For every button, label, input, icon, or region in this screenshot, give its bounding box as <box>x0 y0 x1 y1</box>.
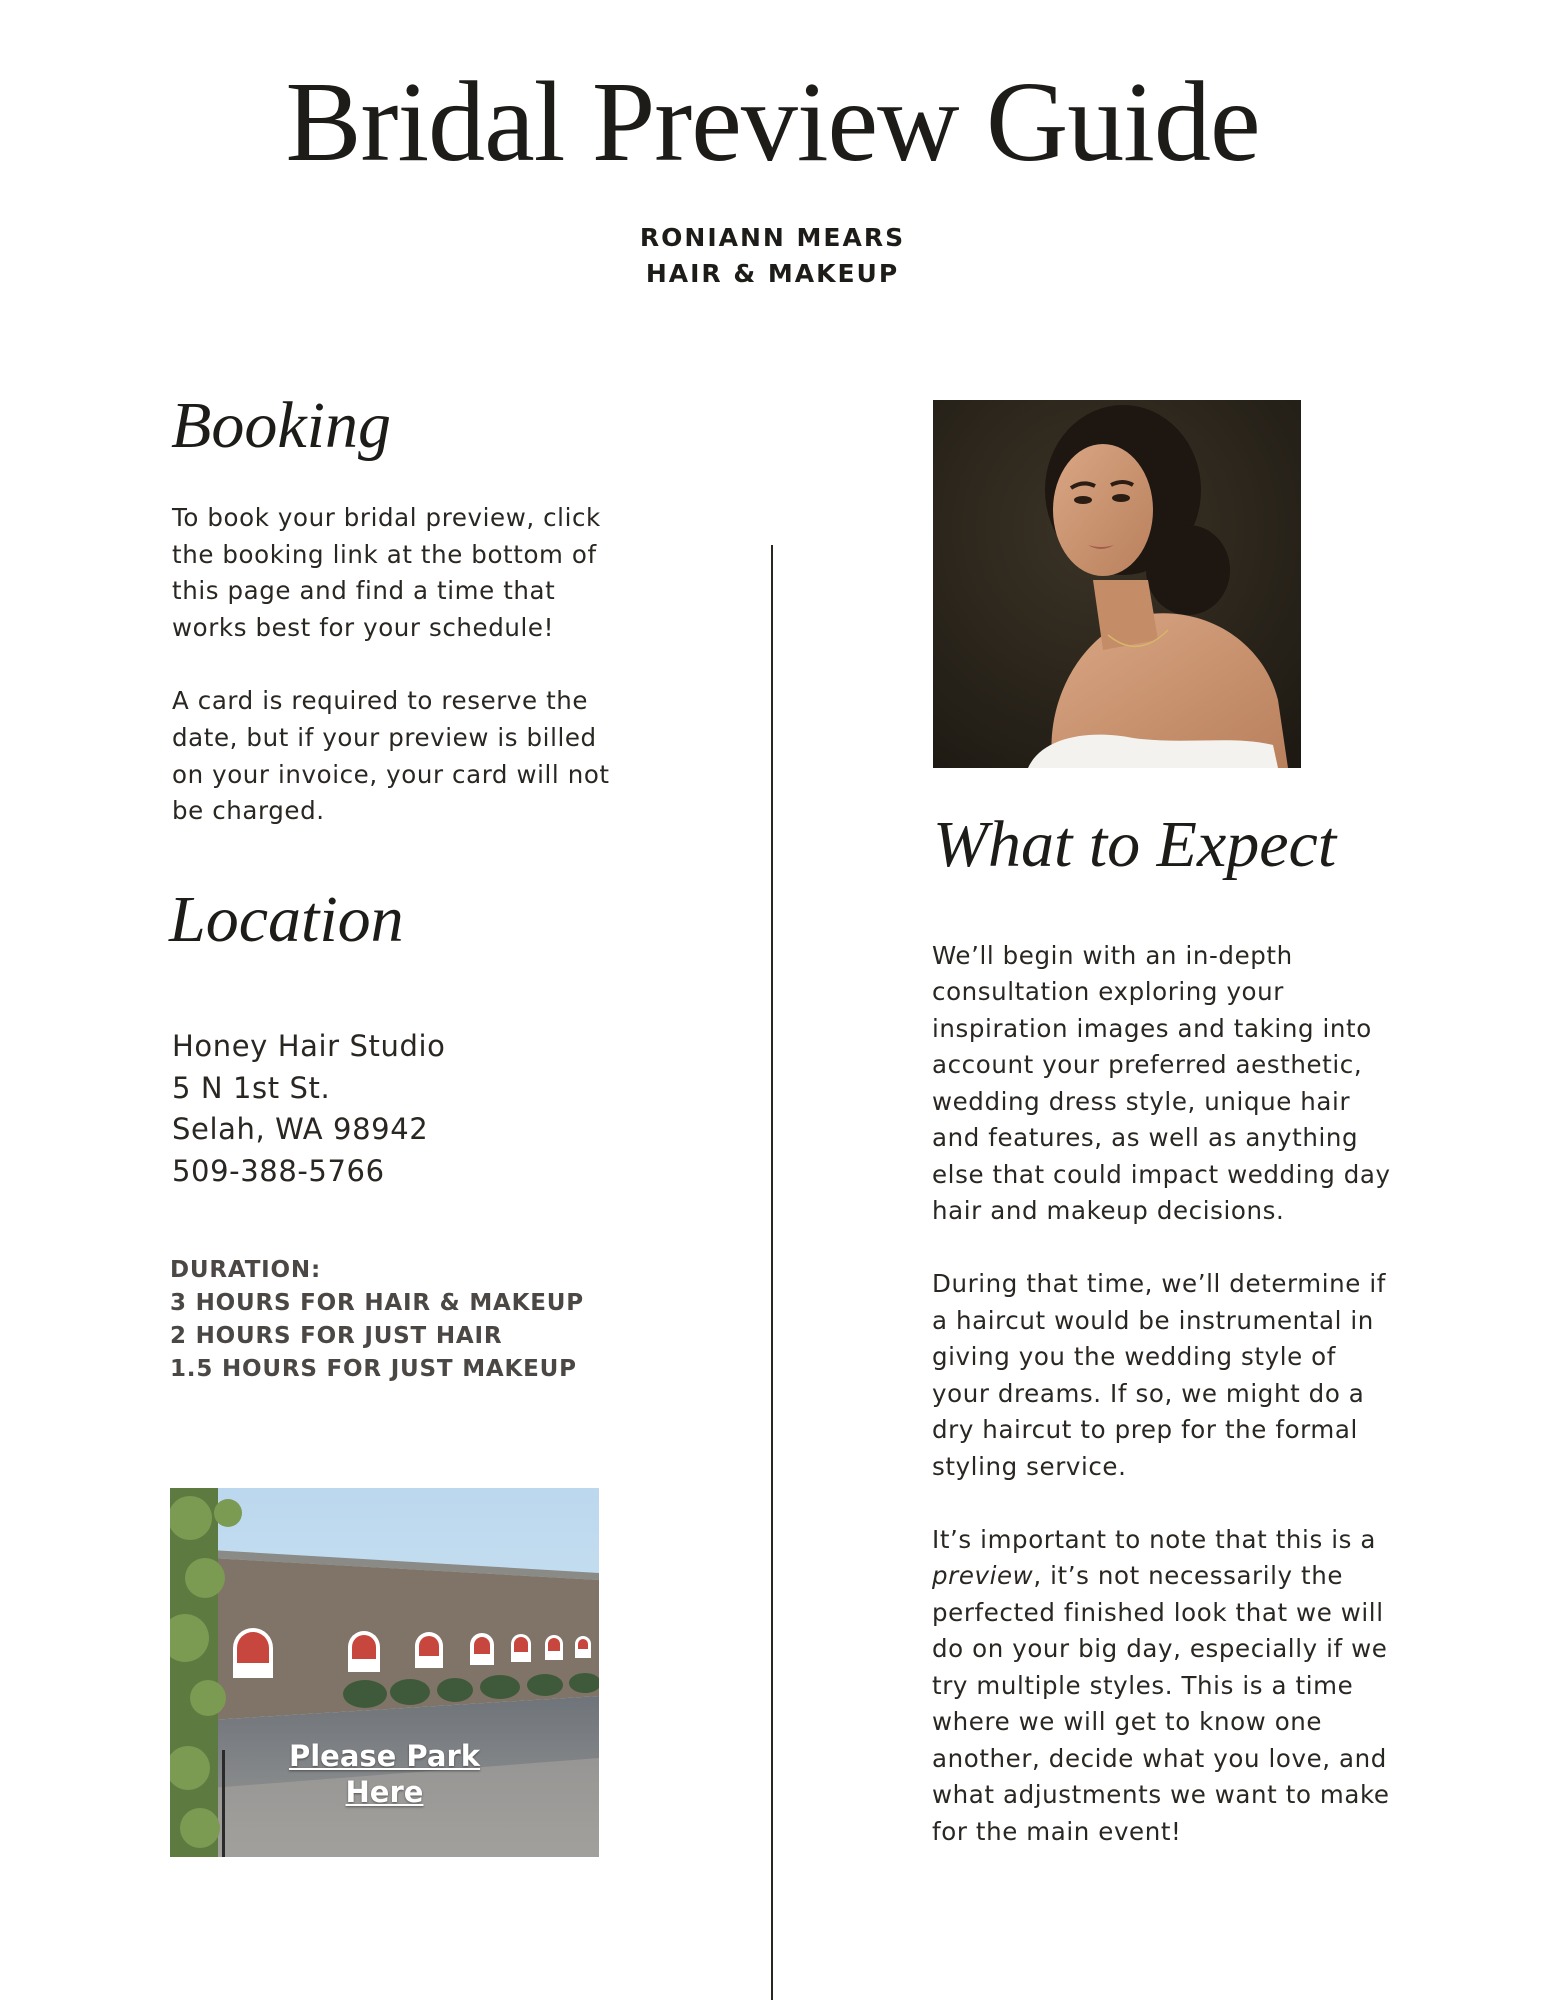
text-line: During that time, we’ll determine if <box>932 1269 1386 1298</box>
emphasis-preview: preview <box>932 1561 1034 1590</box>
page-title: Bridal Preview Guide <box>285 58 1260 185</box>
text-line: do on your big day, especially if we <box>932 1634 1388 1663</box>
bride-portrait-photo <box>933 400 1301 768</box>
duration-label: DURATION: <box>170 1257 321 1283</box>
address-line: Honey Hair Studio <box>172 1029 446 1063</box>
portrait-illustration <box>933 400 1301 768</box>
text-line: inspiration images and taking into <box>932 1014 1372 1043</box>
text-fragment: , it’s not necessarily the <box>1033 1561 1344 1590</box>
duration-line: 2 HOURS FOR JUST HAIR <box>170 1323 503 1349</box>
text-line: dry haircut to prep for the formal <box>932 1415 1358 1444</box>
brand-tagline: HAIR & MAKEUP <box>645 259 900 288</box>
text-line: hair and makeup decisions. <box>932 1196 1285 1225</box>
duration-line: 1.5 HOURS FOR JUST MAKEUP <box>170 1356 577 1382</box>
text-line: perfected finished look that we will <box>932 1598 1384 1627</box>
parking-photo <box>170 1488 599 1857</box>
address-line: 5 N 1st St. <box>172 1071 331 1105</box>
phone-number: 509-388-5766 <box>172 1154 385 1188</box>
booking-heading: Booking <box>171 389 391 462</box>
text-line: on your invoice, your card will not <box>172 760 610 789</box>
text-line: and features, as well as anything <box>932 1123 1359 1152</box>
text-line: the booking link at the bottom of <box>172 540 597 569</box>
text-line: else that could impact wedding day <box>932 1160 1391 1189</box>
parking-label: Please Park <box>288 1739 481 1773</box>
text-line: this page and find a time that <box>172 576 556 605</box>
text-line: works best for your schedule! <box>172 613 554 642</box>
what-to-expect-heading: What to Expect <box>933 808 1337 881</box>
duration-line: 3 HOURS FOR HAIR & MAKEUP <box>170 1290 584 1316</box>
text-line: A card is required to reserve the <box>172 686 589 715</box>
text-line: wedding dress style, unique hair <box>932 1087 1351 1116</box>
brand-name: RONIANN MEARS <box>639 223 906 252</box>
text-line <box>932 1558 1343 1595</box>
location-heading: Location <box>169 883 404 956</box>
text-line: what adjustments we want to make <box>932 1780 1390 1809</box>
text-line: styling service. <box>932 1452 1127 1481</box>
text-line: consultation exploring your <box>932 977 1284 1006</box>
parking-label: Here <box>345 1775 424 1809</box>
text-line: date, but if your preview is billed <box>172 723 597 752</box>
text-line: We’ll begin with an in-depth <box>932 941 1293 970</box>
column-divider <box>771 545 773 2000</box>
text-line: It’s important to note that this is a <box>932 1525 1376 1554</box>
text-line: another, decide what you love, and <box>932 1744 1387 1773</box>
text-line: for the main event! <box>932 1817 1182 1846</box>
text-line: try multiple styles. This is a time <box>932 1671 1354 1700</box>
text-line: account your preferred aesthetic, <box>932 1050 1363 1079</box>
address-line: Selah, WA 98942 <box>172 1112 429 1146</box>
text-line: be charged. <box>172 796 325 825</box>
text-line: your dreams. If so, we might do a <box>932 1379 1365 1408</box>
text-line: To book your bridal preview, click <box>172 503 601 532</box>
text-line: a haircut would be instrumental in <box>932 1306 1374 1335</box>
text-line: where we will get to know one <box>932 1707 1323 1736</box>
text-line: giving you the wedding style of <box>932 1342 1336 1371</box>
